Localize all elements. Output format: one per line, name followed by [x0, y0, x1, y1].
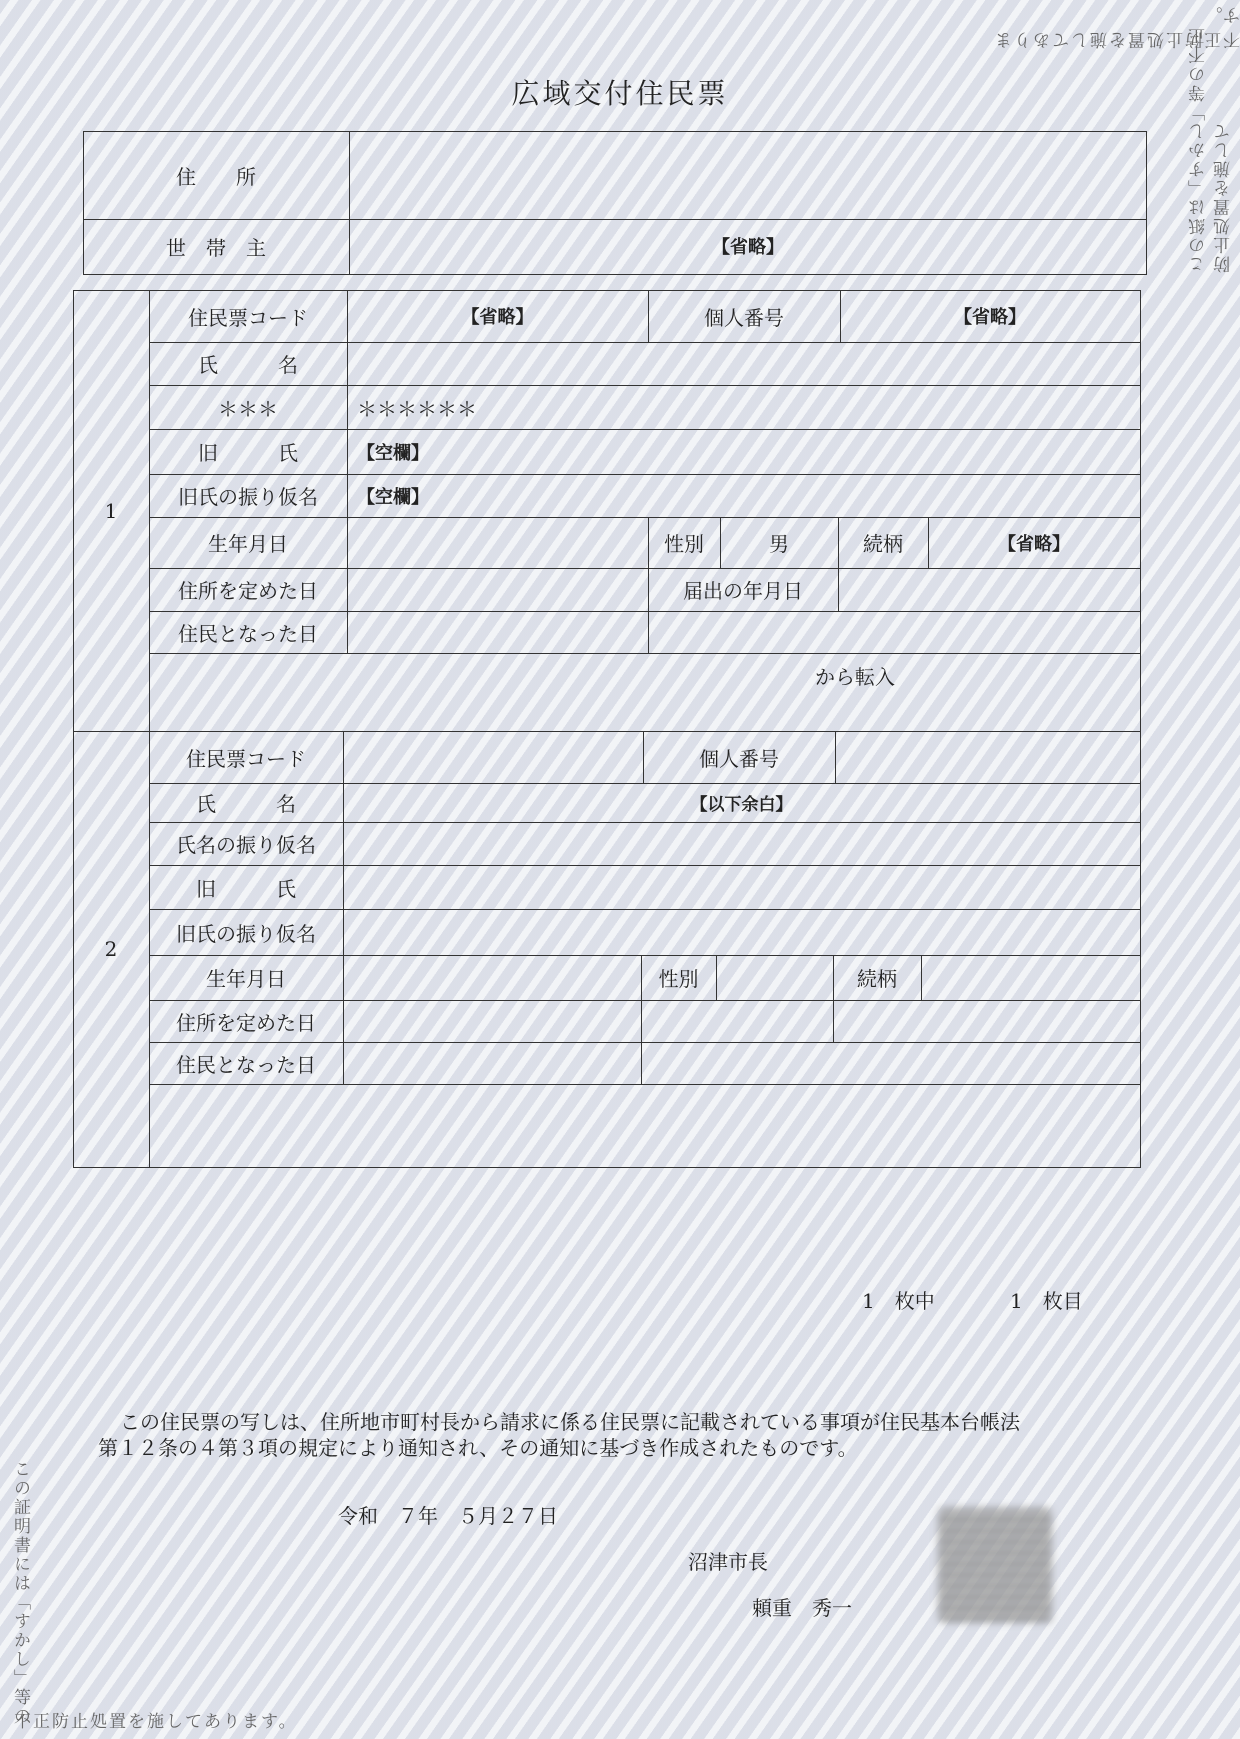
old-surname-kana-value: 【空欄】 — [357, 486, 429, 508]
kana-label: ＊＊＊ — [218, 396, 278, 421]
relation-label: 続柄 — [863, 532, 903, 556]
name-kana-label: 氏名の振り仮名 — [176, 833, 316, 857]
old-surname-label: 旧 氏 — [198, 441, 298, 465]
col-line — [921, 955, 922, 1000]
anti-fraud-note-top: この紙は「すかし」等の不正防止処置を施して — [1189, 26, 1234, 273]
anti-fraud-note-bottom: この証明書には「すかし」等の — [10, 1460, 30, 1726]
certification-line-2: 第１２条の４第３項の規定により通知され、その通知に基づき作成されたものです。 — [98, 1436, 858, 1460]
my-number-label: 個人番号 — [699, 746, 779, 771]
remaining-blank-marker: 【以下余白】 — [690, 795, 793, 815]
old-surname-label: 旧 氏 — [196, 876, 296, 901]
name-label: 氏 名 — [196, 792, 296, 816]
sex-value: 男 — [769, 532, 789, 556]
relation-value: 【省略】 — [998, 533, 1070, 555]
resident-code-value: 【省略】 — [461, 307, 534, 328]
certification-line-1: この住民票の写しは、住所地市町村長から請求に係る住民票に記載されている事項が住民基本台帳法 — [120, 1410, 1020, 1434]
kana-value: ＊＊＊＊＊＊ — [357, 396, 477, 421]
old-surname-kana-label: 旧氏の振り仮名 — [178, 485, 318, 509]
address-date-label: 住所を定めた日 — [178, 579, 318, 603]
col-line — [835, 731, 836, 783]
col-line — [716, 955, 717, 1000]
label-divider — [347, 290, 348, 653]
resident-date-label: 住民となった日 — [178, 621, 318, 646]
row-line — [149, 653, 1140, 654]
sex-label: 性別 — [664, 532, 704, 556]
issue-date: 令和 ７年 ５月２７日 — [338, 1504, 558, 1528]
person-1-number: 1 — [104, 498, 118, 523]
issuer-name: 頼重 秀一 — [752, 1596, 852, 1620]
row-line — [149, 1084, 1140, 1085]
sex-label: 性別 — [658, 967, 699, 991]
issuer-title: 沼津市長 — [688, 1550, 768, 1574]
my-number-label: 個人番号 — [704, 305, 784, 330]
resident-code-label: 住民票コード — [186, 746, 306, 771]
birth-date-label: 生年月日 — [208, 532, 288, 556]
anti-fraud-note-bottom-2: 不正防止処置を施してあります。 — [14, 1712, 298, 1732]
my-number-value: 【省略】 — [954, 307, 1026, 328]
page-current: 1 枚目 — [1010, 1289, 1083, 1313]
birth-date-label: 生年月日 — [206, 967, 286, 991]
notification-date-label: 届出の年月日 — [683, 579, 803, 603]
address-label: 住 所 — [176, 164, 256, 189]
old-surname-kana-label: 旧氏の振り仮名 — [176, 921, 316, 946]
relation-label: 続柄 — [857, 967, 897, 991]
anti-fraud-note-top-2: 不正防止処置を施してあります。 — [993, 4, 1240, 49]
person-2-number: 2 — [104, 936, 118, 961]
resident-code-label: 住民票コード — [188, 305, 308, 330]
resident-date-label: 住民となった日 — [176, 1052, 316, 1077]
official-seal-image — [938, 1508, 1052, 1622]
moved-from-text: から転入 — [815, 664, 895, 689]
address-date-label: 住所を定めた日 — [176, 1010, 316, 1035]
householder-label: 世 帯 主 — [166, 235, 266, 260]
old-surname-value: 【空欄】 — [357, 442, 429, 464]
document-title: 広域交付住民票 — [511, 77, 729, 110]
householder-value: 【省略】 — [712, 237, 784, 258]
page-total: 1 枚中 — [862, 1289, 935, 1313]
name-label: 氏 名 — [198, 353, 298, 377]
